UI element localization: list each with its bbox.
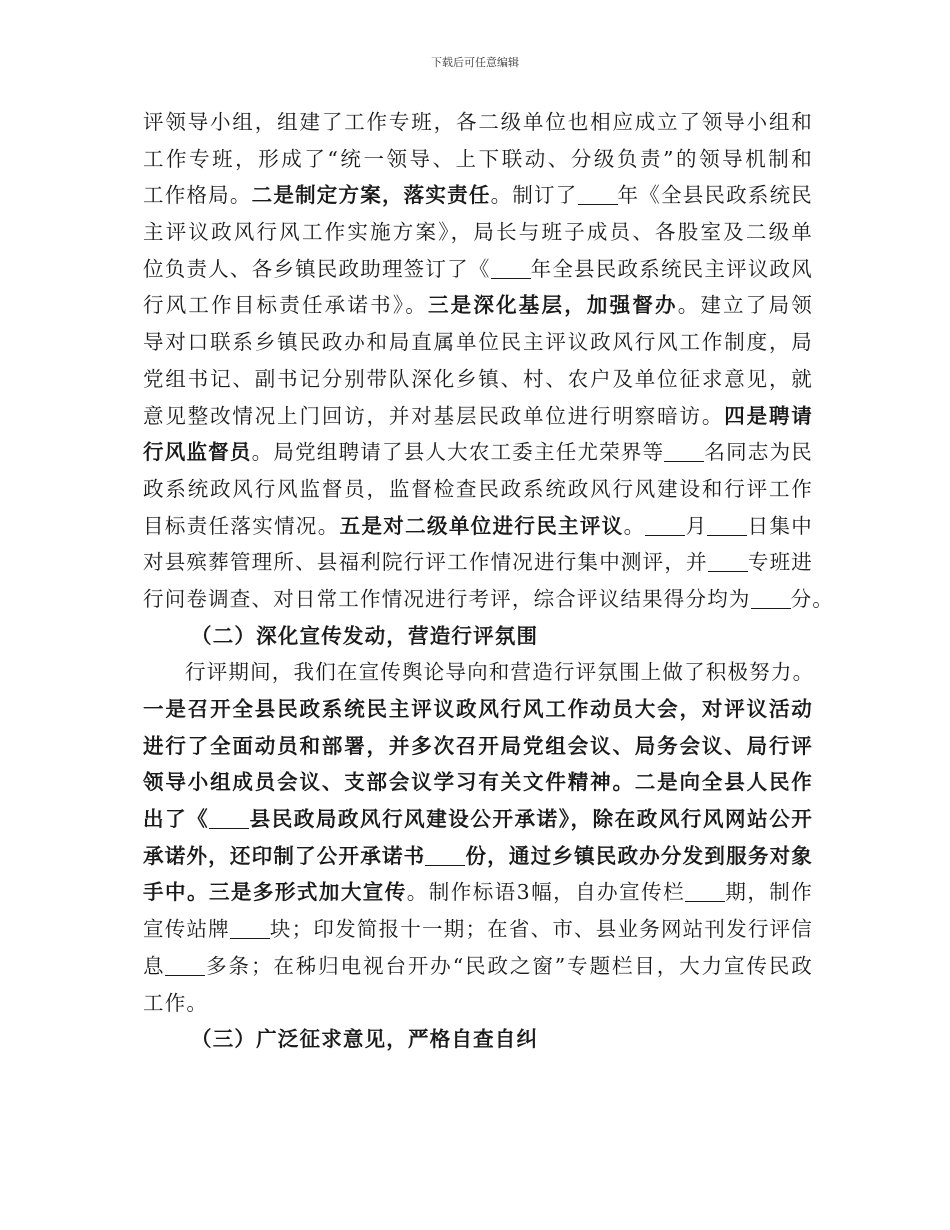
text-segment: 行问卷调查、对日常工作情况进行考评，综合评议结果得分均为 — [143, 586, 751, 611]
bold-text-segment: （二）深化宣传发动，营造行评氛围 — [191, 623, 539, 648]
text-line — [143, 177, 813, 214]
text-segment: 年全县民政系统民主评议政风 — [530, 256, 813, 281]
text-line — [143, 104, 813, 141]
fill-in-blank — [645, 513, 685, 536]
text-segment: 。建立了局领 — [677, 293, 814, 318]
text-segment: 位负责人、各乡镇民政助理签订了《 — [143, 256, 491, 281]
text-segment: 导对口联系乡镇民政办和局直属单位民主评议政风行风工作制度，局 — [143, 330, 813, 355]
text-segment: 月 — [685, 513, 708, 538]
text-line — [143, 287, 813, 324]
text-segment: 期，制作 — [725, 880, 813, 905]
text-segment: 日集中 — [747, 513, 814, 538]
text-segment: 主评议政风行风工作实施方案》，局长与班子成员、各股室及二级单 — [143, 220, 813, 245]
fill-in-blank — [230, 916, 270, 939]
text-segment: 。制订了 — [490, 183, 578, 208]
text-segment: 工作专班，形成了“统一领导、上下联动、分级负责”的领导机制和 — [143, 146, 813, 171]
fill-in-blank — [708, 549, 748, 572]
text-segment: 息 — [143, 953, 166, 978]
text-segment: 。 — [623, 513, 646, 538]
text-line — [143, 911, 813, 948]
text-line — [143, 691, 813, 728]
bold-text-segment: （三）广泛征求意见，严格自查自纠 — [191, 1027, 539, 1052]
text-segment: 对县殡葬管理所、县福利院行评工作情况进行集中测评，并 — [143, 550, 708, 575]
bold-text-segment: 一是召开全县民政系统民主评议政风行风工作动员大会，对评议活动 — [143, 697, 813, 721]
text-line — [143, 1021, 813, 1058]
text-line — [143, 544, 813, 581]
document-body — [143, 104, 835, 1058]
bold-text-segment: 出了《 — [143, 807, 210, 832]
fill-in-blank — [707, 513, 747, 536]
text-segment: 目标责任落实情况。 — [143, 513, 340, 538]
text-line — [143, 398, 813, 435]
text-line — [143, 654, 813, 691]
bold-text-segment: 行风监督员 — [143, 440, 252, 465]
text-line — [143, 618, 813, 655]
text-line — [143, 728, 813, 765]
text-segment: 工作。 — [143, 990, 209, 1015]
bold-text-segment: 领导小组成员会议、支部会议学习有关文件精神。二是向全县人民作 — [143, 770, 813, 795]
text-line — [143, 141, 813, 178]
text-segment: 。制作标语3幅，自办宣传栏 — [406, 880, 686, 905]
fill-in-blank — [664, 439, 704, 462]
text-line — [143, 434, 813, 471]
bold-text-segment: 四是聘请 — [724, 403, 813, 428]
text-segment: 。局党组聘请了县人大农工委主任尤荣界等 — [251, 440, 665, 465]
fill-in-blank — [685, 879, 725, 902]
text-segment: 分。 — [790, 586, 835, 611]
text-segment: 宣传站牌 — [143, 917, 230, 942]
text-line — [143, 985, 813, 1022]
bold-text-segment: 承诺外，还印制了公开承诺书 — [143, 843, 426, 868]
text-segment: 政系统政风行风监督员，监督检查民政系统政风行风建设和行评工作 — [143, 476, 813, 501]
bold-text-segment: 进行了全面动员和部署，并多次召开局党组会议、局务会议、局行评 — [143, 733, 813, 758]
bold-text-segment: 二是制定方案，落实责任 — [251, 183, 491, 208]
text-segment: 块；印发简报十一期；在省、市、县业务网站刊发行评信 — [269, 917, 813, 942]
text-line — [143, 471, 813, 508]
text-segment: 工作格局。 — [143, 183, 252, 208]
fill-in-blank — [491, 256, 531, 279]
text-segment: 多条；在秭归电视台开办“民政之窗”专题栏目，大力宣传民政 — [205, 953, 814, 978]
text-segment: 名同志为民 — [704, 440, 813, 465]
text-line — [143, 361, 813, 398]
fill-in-blank — [578, 182, 618, 205]
fill-in-blank — [751, 586, 791, 609]
bold-text-segment: 手中。三是多形式加大宣传 — [143, 880, 407, 905]
text-segment: 行评期间，我们在宣传舆论导向和营造行评氛围上做了积极努力。 — [185, 660, 815, 685]
text-line — [143, 801, 813, 838]
bold-text-segment: 五是对二级单位进行民主评议 — [339, 513, 624, 538]
page-header: 下载后可任意编辑 — [431, 56, 519, 69]
text-line — [143, 324, 813, 361]
fill-in-blank — [209, 806, 249, 829]
text-segment: 年《全县民政系统民 — [617, 183, 814, 208]
fill-in-blank — [165, 953, 205, 976]
text-segment: 评领导小组，组建了工作专班，各二级单位也相应成立了领导小组和 — [143, 110, 813, 134]
fill-in-blank — [425, 843, 465, 866]
text-segment: 意见整改情况上门回访，并对基层民政单位进行明察暗访。 — [143, 403, 725, 428]
text-line — [143, 581, 835, 618]
text-segment: 行风工作目标责任承诺书》。 — [143, 293, 428, 318]
text-segment: 专班进 — [747, 550, 813, 575]
text-line — [143, 764, 813, 801]
text-line — [143, 948, 813, 985]
text-line — [143, 874, 813, 911]
bold-text-segment: 三是深化基层，加强督办 — [427, 293, 678, 318]
bold-text-segment: 份，通过乡镇民政办分发到服务对象 — [465, 843, 814, 868]
text-line — [143, 508, 813, 545]
bold-text-segment: 县民政局政风行风建设公开承诺》，除在政风行风网站公开 — [249, 807, 813, 832]
text-line — [143, 251, 813, 288]
text-segment: 党组书记、副书记分别带队深化乡镇、村、农户及单位征求意见，就 — [143, 366, 813, 391]
text-line — [143, 214, 813, 251]
text-line — [143, 838, 813, 875]
